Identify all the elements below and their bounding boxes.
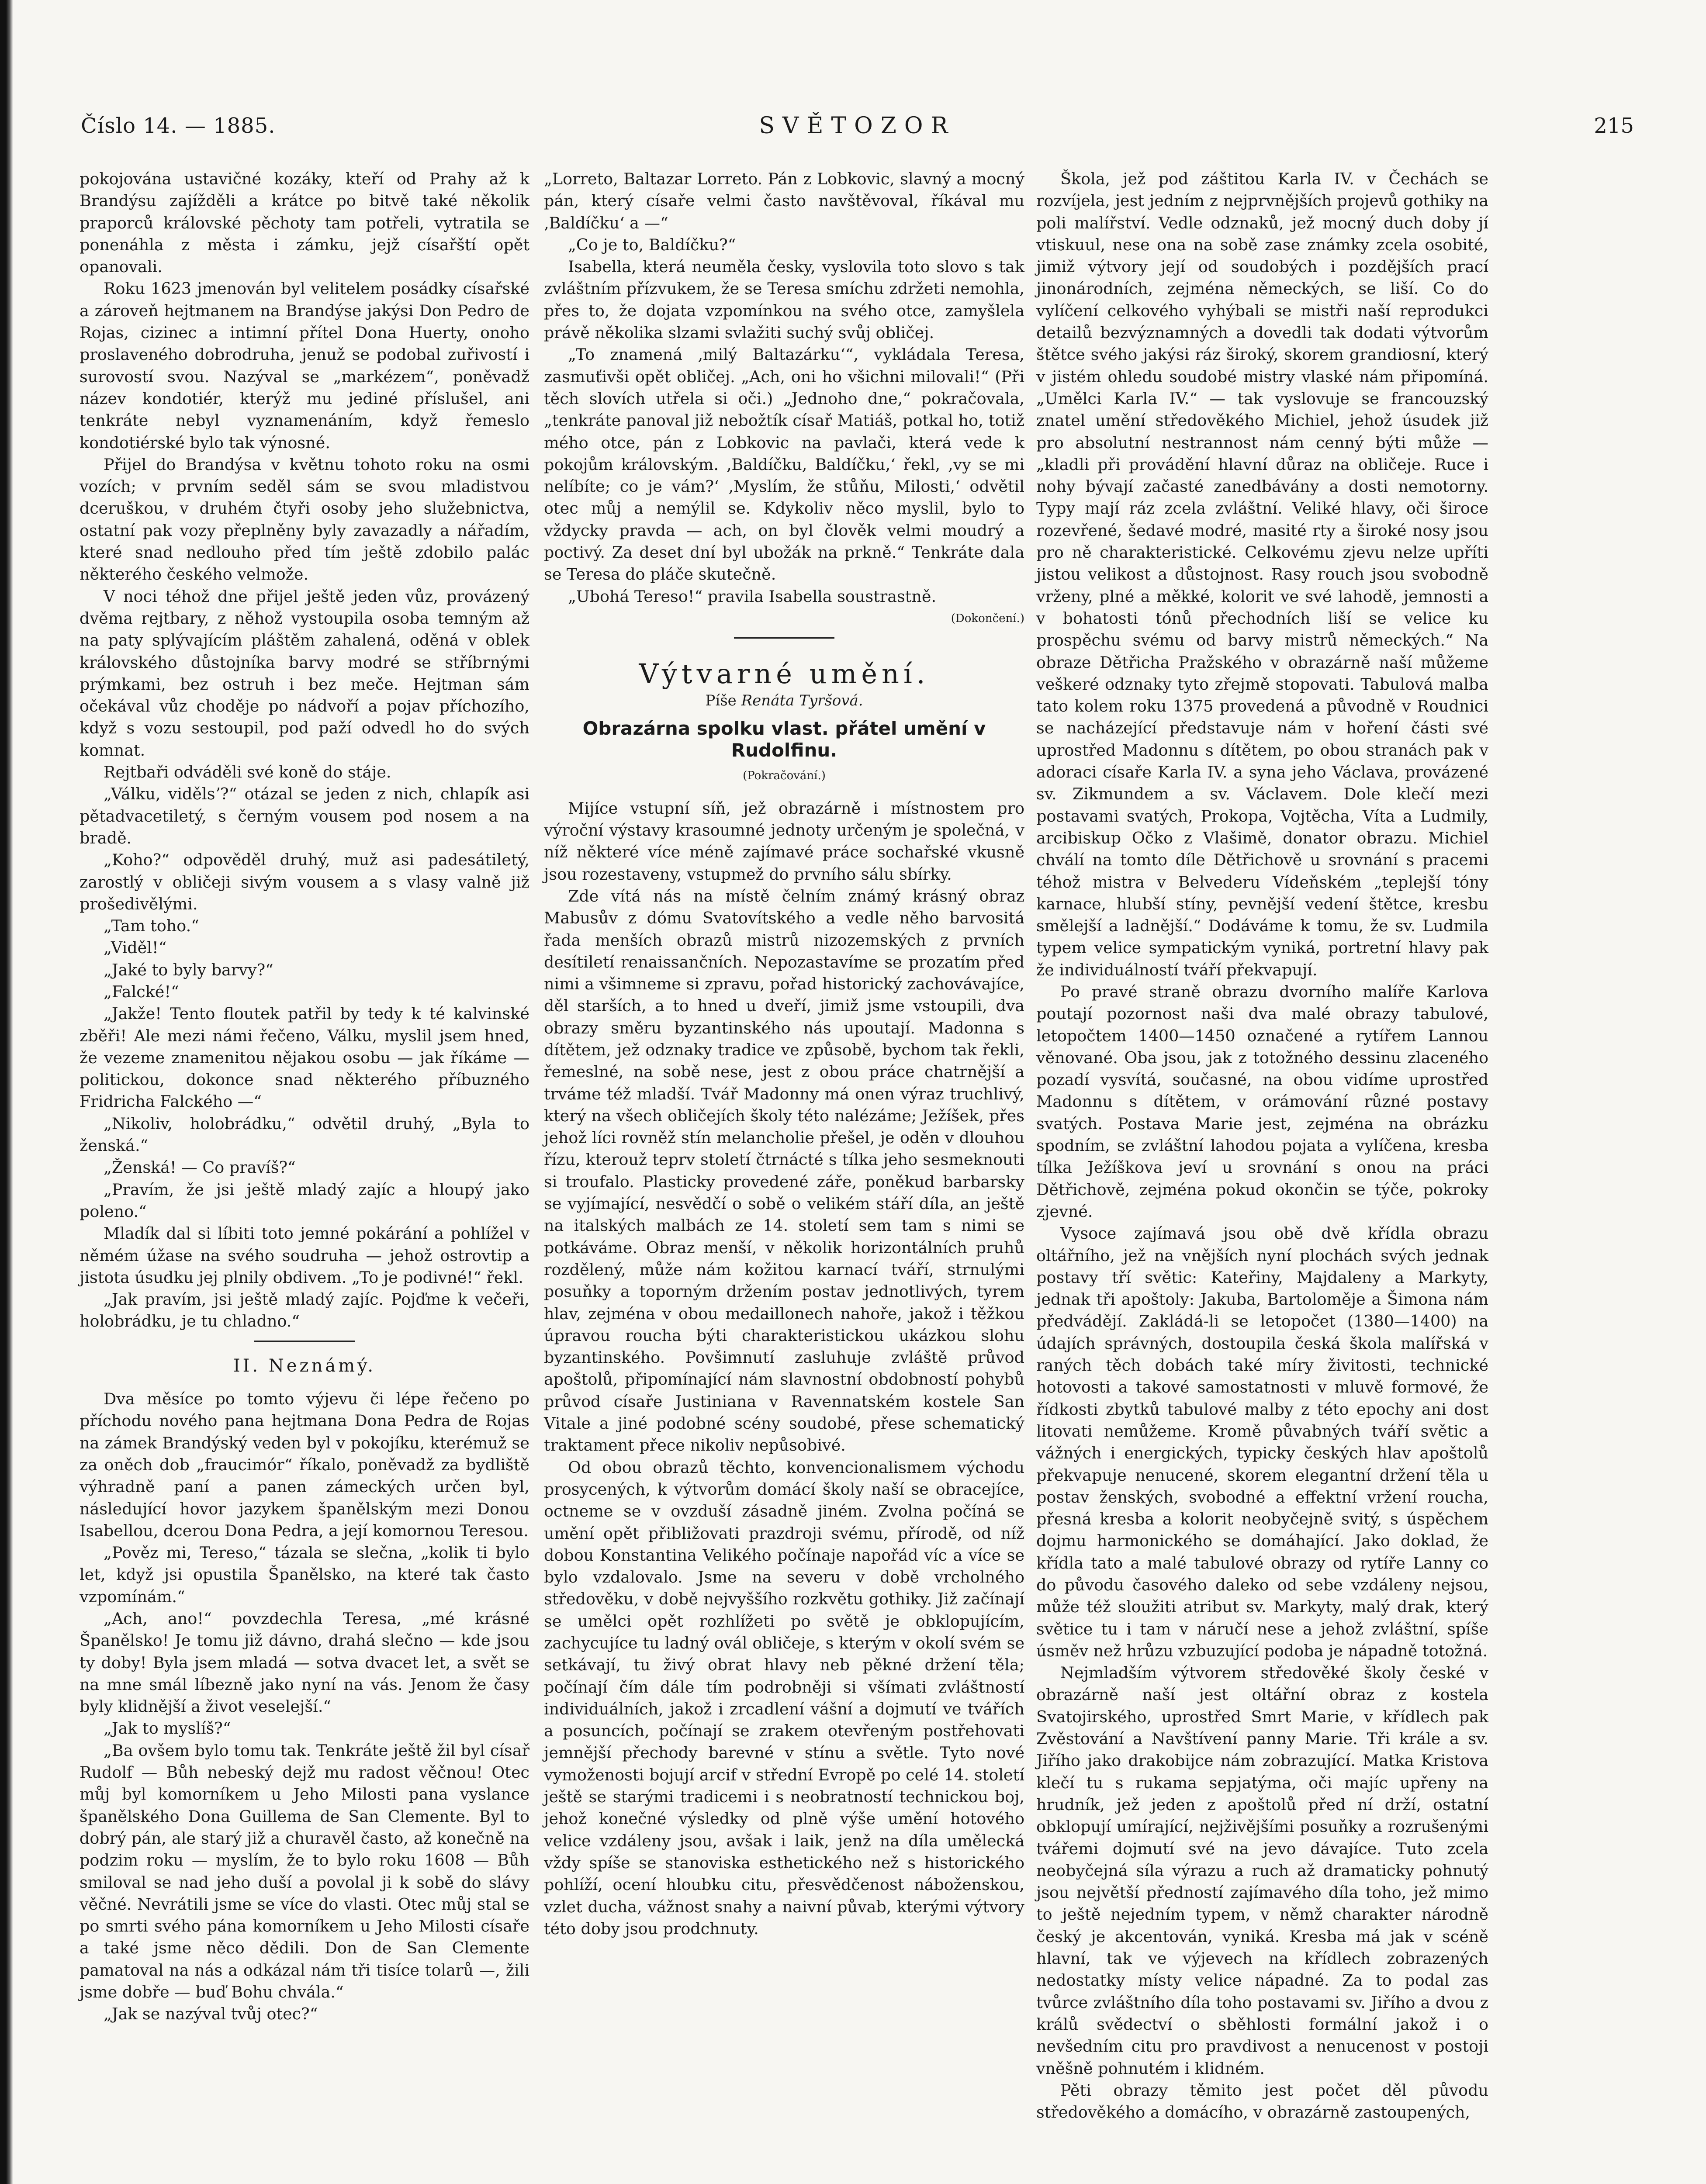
paragraph: Nejmladším výtvorem středověké školy české v obrazárně naší jest oltářní obraz z kostela Svatojirského, uprostřed Smrt Marie, v křídlech pak Zvěstování a Navštívení panny Marie. Tři krále a sv. Jiřího jako drakobijce nám zobrazující. Matka Kristova klečí tu s rukama sepjatýma, oči majíc upřeny na hrudník, jež jeden z apoštolů před ní drží, ostatní obklopují umírající, nejživějšími posuňky a rozrušenými tvářemi dojmutí své na jevo dávajíce. Tuto zcela neobyčejná síla výrazu a ruch až dramaticky pohnutý jsou největší předností zajímavého díla toho, jež mimo to ještě nejedním typem, v němž charakter národně český je akcentován, vyniká. Kresba má jak v scéně hlavní, tak ve výjevech na křídlech zobrazených nedostatky místy velice nápadné. Za to podal zas tvůrce zvláštního díla toho postavami sv. Jiřího a dvou z králů svědectví o sběhlosti formální jakož i o nevšedním citu pro pravdivost a nenucenost v postoji vněšně pohnutém i klidném. (1036, 1663, 1488, 2078)
byline-prefix: Píše (705, 691, 737, 709)
paragraph: „Jak se nazýval tvůj otec?“ (104, 2004, 318, 2024)
paragraph: Pěti obrazy těmito jest počet děl původu středověkého a domácího, v obrazárně zastoupených, (1036, 2080, 1488, 2122)
paragraph: Mijíce vstupní síň, jež obrazárně i místnostem pro výroční výstavy krasoumné jednoty určeným je společná, v níž některé více méně zajímavé práce sochařské vkusně jsou rozestaveny, vstupmež do prvního sálu sbírky. (544, 798, 1024, 884)
column-left (80, 168, 529, 2025)
page-number: 215 (1594, 114, 1634, 138)
page-header (81, 105, 1634, 144)
paragraph: „Co je to, Baldíčku?“ (568, 235, 736, 254)
paragraph: Škola, jež pod záštitou Karla IV. v Čechách se rozvíjela, jest jedním z nejprvnějších projevů gothiky na poli malířství. Vedle odznaků, jež mocný duch doby jí vtiskuul, nese ona na sobě zase známky zcela osobité, jimiž výtvory její od soudobých i pozdějších prací jinonárodních, zejména německých, se liší. Co do vylíčení celkového vyhýbali se mistři naší reprodukci detailů bezvýznamných a dovedli tak dodati výtvorům štětce svého jakýsi ráz široký, skorem grandiosní, který v jistém ohledu soudobé mistry vlaské nám připomíná. „Umělci Karla IV.“ — tak vyslovuje se francouzský znatel umění středověkého Michiel, jehož úsudek již pro absolutní nestrannost nám cenný býti může — „kladli při provádění hlavní důraz na obličeje. Ruce i nohy bývají začasté zanedbávány a dosti nemotorny. Typy mají ráz zcela zvláštní. Veliké hlavy, oči široce rozevřené, šedavé modré, masité rty a široké nosy jsou pro ně charakteristické. Celkovému zjevu nelze upříti jistou velikost a důstojnost. Rasy rouch jsou svobodně vrženy, plné a měkké, kolorit ve své lahodě, jemnosti a v bohatosti tónů přechodních liší se velice ku prospěchu svému od barvy mistrů německých.“ Na obraze Dětřicha Pražského v obrazárně naší můžeme veškeré odznaky tyto zřejmě stopovati. Tabulová malba tato kolem roku 1375 provedená a původně v Roudnici se nacházející představuje nám v hoření části své uprostřed Madonnu s dítětem, po obou stranách pak v adoraci císaře Karla IV. a syna jeho Václava, provázené sv. Zikmundem a sv. Václavem. Dole klečí mezi postavami svatých, Prokopa, Vojtěcha, Víta a Ludmily, arcibiskup Očko z Vlašimě, donator obrazu. Michiel chválí na tomto díle Dětřichově u srovnání s pracemi téhož mistra v Belvederu Vídeňském „teplejší tóny karnace, hlubší stíny, pevnější vedení štětce, kresbu smělejší a ladnější.“ Dodáváme k tomu, že sv. Ludmila typem velice sympatickým vyniká, portretní hlavy pak že individuálností tváří překvapují. (1036, 169, 1488, 979)
paragraph: „Ženská! — Co pravíš?“ (104, 1158, 296, 1177)
paragraph: Vysoce zajímavá jsou obě dvě křídla obrazu oltářního, jež na vnějších nyní plochách svých jednak postavy tří světic: Kateřiny, Majdaleny a Markyty, jednak tři apoštoly: Jakuba, Bartoloměje a Šimona nám předvádějí. Zakládá-li se letopočet (1380—1400) na údajích správných, dostoupila česká škola malířská v raných těch dobách také míry živitosti, technické hotovosti a takové samostatnosti v mluvě formové, že řídkosti zbytků tabulové malby z této epochy ani dost litovati nemůžeme. Kromě půvabných tváří světic a vážných i energických, typicky českých hlav apoštolů překvapuje nenucené, skorem elegantní držení těla u postav ženských, svobodné a effektní vržení roucha, přesná kresba a kolorit neobyčejně svitý, s úspěchem dojmu harmonického se domáhající. Jako doklad, že křídla tato a malé tabulové obrazy od rytíře Lanny co do původu časového daleko od sebe vzdáleny nejsou, může též sloužiti atribut sv. Markyty, malý drak, který světice tu i tam v náručí nese a jehož zvláštní, spíše úsměv než hrůzu vzbuzující podoba je nápadně totožná. (1036, 1224, 1488, 1660)
paragraph: „Koho?“ odpověděl druhý, muž asi padesátiletý, zarostlý v obličeji sivým vousem a s vlasy valně již prošedivělými. (80, 850, 529, 913)
paragraph: Roku 1623 jmenován byl velitelem posádky císařské a zároveň hejtmanem na Brandýse jakýsi Don Pedro de Rojas, cizinec a intimní přítel Dona Huerty, onoho proslaveného dobrodruha, jenuž se podobal zuřivostí i surovostí svou. Nazýval se „markézem“, poněvadž název kondotiér, kterýž mu jediné příslušel, ani tenkráte nebyl vyznamenáním, když řemeslo kondotiérské bylo tak výnosné. (80, 279, 529, 452)
paragraph: Po pravé straně obrazu dvorního malíře Karlova poutají pozornost naši dva malé obrazy tabulové, letopočtem 1400—1450 označené a rytířem Lannou věnované. Oba jsou, jak z totožného dessinu zlaceného pozadí vysvítá, současné, na obou vidíme uprostřed Madonnu s dítětem, v orámování různé postavy svatých. Postava Marie jest, zejména na obrázku spodním, se zvláštní lahodou pojata a vylíčena, kresba tílka Ježíškova jeví u srovnání s onou na práci Dětřichově, zejména pokud okončin se týče, pokroky zjevné. (1036, 982, 1488, 1221)
paragraph: Dva měsíce po tomto výjevu či lépe řečeno po příchodu nového pana hejtmana Dona Pedra de Rojas na zámek Brandýský veden byl v pokojíku, kterémuž se za oněch dob „fraucimór“ říkalo, poněvadž za bydliště výhradně paní a panen zámeckých určen byl, následující hovor jazykem španělským mezi Donou Isabellou, dcerou Dona Pedra, a její komornou Teresou. (80, 1389, 529, 1540)
section-divider (734, 637, 834, 639)
paragraph: „Nikoliv, holobrádku,“ odvětil druhý, „Byla to ženská.“ (80, 1114, 529, 1155)
paragraph: Přijel do Brandýsa v květnu tohoto roku na osmi vozích; v prvním seděl sám se svou mladistvou dceruškou, v druhém čtyři osoby jeho služebnictva, ostatní pak vozy přeplněny byly zavazadly a nářadím, které snad nedlouho před tím ještě zdobilo palác některého českého velmože. (80, 455, 529, 584)
paragraph: pokojována ustavičné kozáky, kteří od Prahy až k Brandýsu zajížděli a krátce po bitvě také několik praporců královské pěchoty tam potřeli, vytratila se ponenáhla z města i zámku, jejž císařští opět opanovali. (80, 169, 529, 276)
paragraph: „To znamená ‚milý Baltazárku‘“, vykládala Teresa, zasmuťivši opět obličej. „Ach, oni ho všichni milovali!“ (Při těch slovích utřela si oči.) „Jednoho dne,“ pokračovala, „tenkráte panoval již nebožtík císař Matiáš, potkal ho, totiž mého otce, pán z Lobkovic na pavlači, která vede k pokojům královským. ‚Baldíčku, Baldíčku,‘ řekl, ‚vy se mi nelíbíte; co je vám?‘ ‚Myslím, že stůňu, Milosti,‘ odvětil otec můj a nemýlil se. Kdykoliv něco myslil, bylo to vždycky pravda — ach, on byl člověk velmi moudrý a poctivý. Za deset dní byl ubožák na prkně.“ Tenkráte dala se Teresa do pláče skutečně. (544, 345, 1024, 584)
continuation-label: (Pokračování.) (743, 769, 826, 783)
paragraph: Mladík dal si líbiti toto jemné pokárání a pohlížel v němém úžase na svého soudruha — jehož ostrovtip a jistota úsudku jej plnily obdivem. „To je podivné!“ řekl. (80, 1224, 529, 1287)
paragraph: „Jak pravím, jsi ještě mladý zajíc. Pojďme k večeři, holobrádku, je tu chladno.“ (80, 1290, 529, 1331)
paragraph: „Jakže! Tento floutek patřil by tedy k té kalvinské zběři! Ale mezi námi řečeno, Válku, myslil jsem hned, že vezeme znamenitou nějakou osobu — jak říkáme — politickou, dokonce snad některého příbuzného Fridricha Falckého —“ (80, 1004, 529, 1111)
paragraph: „Ubohá Tereso!“ pravila Isabella soustrastně. (568, 587, 937, 606)
chapter-heading: II. Neznámý. (233, 1355, 376, 1376)
paragraph: „Jaké to byly barvy?“ (104, 960, 273, 979)
paragraph: V noci téhož dne přijel ještě jeden vůz, provázený dvěma rejtbary, z něhož vystoupila osoba temným až na paty splývajícím pláštěm zahalená, oděná v oblek královského důstojníka barvy modré se stříbrnými prýmkami, bez ostruh i bez meče. Hejtman sám očekával vůz choděje po nádvoří a pojav příchozího, když s vozu sestoupil, pod paží odvedl ho do svých komnat. (80, 587, 529, 760)
page-scan-edge (0, 0, 13, 2184)
paragraph: Od obou obrazů těchto, konvencionalismem východu prosycených, k výtvorům domácí školy naší se obracejíce, octneme se v ovzduší zásadně jiném. Zvolna počíná se umění opět přibližovati prazdroji svému, přírodě, od níž dobou Konstantina Velikého počínaje napořád víc a více se bylo vzdalovalo. Jsme na severu v době vrcholného středověku, v době nejvyššího rozkvětu gothiky. Již začínají se umělci opět rozhlížeti po světě je obklopujícím, zachycujíce tu ladný ovál obličeje, s kterým v okolí svém se setkávají, tu živý obrat hlavy neb pěkné držení těla; počínají čím dále tím podrobněji si všímati zvláštností individuálních, jakož i zrcadlení vášní a dojmutí ve tvářích a posuncích, počínají se zrakem otevřeným postřehovati jemnější přechody barevné v stínu a světle. Tyto nové vymoženosti bojují arcif v střední Evropě po celé 14. století ještě se starými tradicemi i s neobratností technickou boj, jehož konečné výsledky od plně výše umění hotového velice vzdáleny jsou, avšak i laik, jenž na díla umělecká vždy spíše se stanoviska esthetického než s historického pohlíží, ocení hloubku citu, přesvědčenost náboženskou, vzlet ducha, vážnost snahy a naivní půvab, kterými výtvory této doby jsou prodchnuty. (544, 1458, 1024, 1938)
section-divider (254, 1341, 355, 1342)
paragraph: „Lorreto, Baltazar Lorreto. Pán z Lobkovic, slavný a mocný pán, který císaře velmi často navštěvoval, říkával mu ‚Baldíčku‘ a —“ (544, 169, 1024, 232)
paragraph: „Jak to myslíš?“ (104, 1719, 231, 1738)
paragraph: Rejtbaři odváděli své koně do stáje. (104, 763, 391, 782)
author-byline (544, 690, 1024, 712)
column-right (1036, 168, 1488, 2123)
paragraph: „Válku, vidělsʼ?“ otázal se jeden z nich, chlapík asi pětadvacetiletý, s černým vousem pod nosem a na bradě. (80, 784, 529, 847)
paragraph: „Pravím, že jsi ještě mladý zajíc a hloupý jako poleno.“ (80, 1180, 529, 1221)
magazine-title: SVĚTOZOR (759, 113, 956, 139)
continuation-note: (Dokončení.) (951, 612, 1024, 625)
issue-number: Číslo 14. — 1885. (81, 114, 276, 138)
section-heading: Výtvarné umění. (639, 658, 930, 690)
paragraph: Zde vítá nás na místě čelním známý krásný obraz Mabusův z dómu Svatovítského a vedle něho barvositá řada menších obrazů mistrů nizozemských z prvních desítiletí renaissančních. Nepozastavíme se prozatím před nimi a všimneme si zpravu, pořad historický zachovávajíce, děl starších, a to hned u dveří, jimiž jsme vstoupili, dva obrazy směru byzantinského nás upoutají. Madonna s dítětem, jež odznaky tradice ve způsobě, bychom tak řekli, řemeslné, na sobě nese, jest z obou práce chatrnější a trváme též mladší. Tvář Madonny má onen výraz truchlivý, který na všech obličejích školy této nalézáme; Ježíšek, přes jehož líci rovněž stín melancholie přešel, je oděn v dlouhou řízu, kterouž teprv století čtrnácté s tílka jeho sesmeknouti si troufalo. Plasticky provedené záře, poněkud barbarsky se vyjímající, nesvědčí o sobě o velikém stáří díla, an ještě na italských malbách ze 14. století sem tam s nimi se potkáváme. Obraz menší, v několik horizontálních pruhů rozdělený, může nám kožitou karnací tváří, strnulými posuňky a toporným držením postav jednotlivých, tyrem hlav, zejména v obou medaillonech nahoře, jakož i těžkou úpravou roucha býti charakteristickou ukázkou slohu byzantinského. Povšimnutí zasluhuje zvláště průvod apoštolů, připomínající nám slavnostní obdobností pohybů průvod císaře Justiniana v Ravennatském kostele San Vitale a jiné podobné scény soudobé, přese schematický traktament přece nikoliv nepůsobivé. (544, 886, 1024, 1455)
paragraph: „Ba ovšem bylo tomu tak. Tenkráte ještě žil byl císař Rudolf — Bůh nebeský dejž mu radost věčnou! Otec můj byl komorníkem u Jeho Milosti pana vyslance španělského Dona Guillema de San Clemente. Byl to dobrý pán, ale starý již a churavěl často, až konečně na podzim roku — myslím, že to bylo roku 1608 — Bůh smiloval se nad jeho duší a povolal ji k sobě do slávy věčné. Nevrátili jsme se více do vlasti. Otec můj stal se po smrti svého pána komorníkem u Jeho Milosti císaře a také jsme něco dědili. Don de San Clemente pamatoval na nás a odkázal nám tři tisíce tolarů —, žili jsme dobře — buď Bohu chvála.“ (80, 1741, 529, 2002)
paragraph: Isabella, která neuměla česky, vyslovila toto slovo s tak zvláštním přízvukem, že se Teresa smíchu zdržeti nemohla, přes to, že dojata vzpomínkou na svého otce, zamyšlela právě několika slzami svlažiti suchý svůj obličej. (544, 257, 1024, 342)
article-title: Obrazárna spolku vlast. přátel umění v Rudolfinu. (582, 717, 986, 761)
paragraph: „Pověz mi, Tereso,“ tázala se slečna, „kolik ti bylo let, když jsi opustila Španělsko, na které tak často vzpomínám.“ (80, 1543, 529, 1606)
paragraph: „Falcké!“ (104, 982, 179, 1001)
column-middle (544, 168, 1024, 1940)
author-name: Renáta Tyršová. (741, 691, 863, 709)
paragraph: „Ach, ano!“ povzdechla Teresa, „mé krásné Španělsko! Je tomu již dávno, drahá slečno — kde jsou ty doby! Byla jsem mladá — sotva dvacet let, a svět se na mne smál líbezně jako nyní na vás. Jenom že časy byly klidnější a život veselejší.“ (80, 1609, 529, 1716)
paragraph: „Viděl!“ (104, 938, 167, 957)
paragraph: „Tam toho.“ (104, 916, 199, 936)
